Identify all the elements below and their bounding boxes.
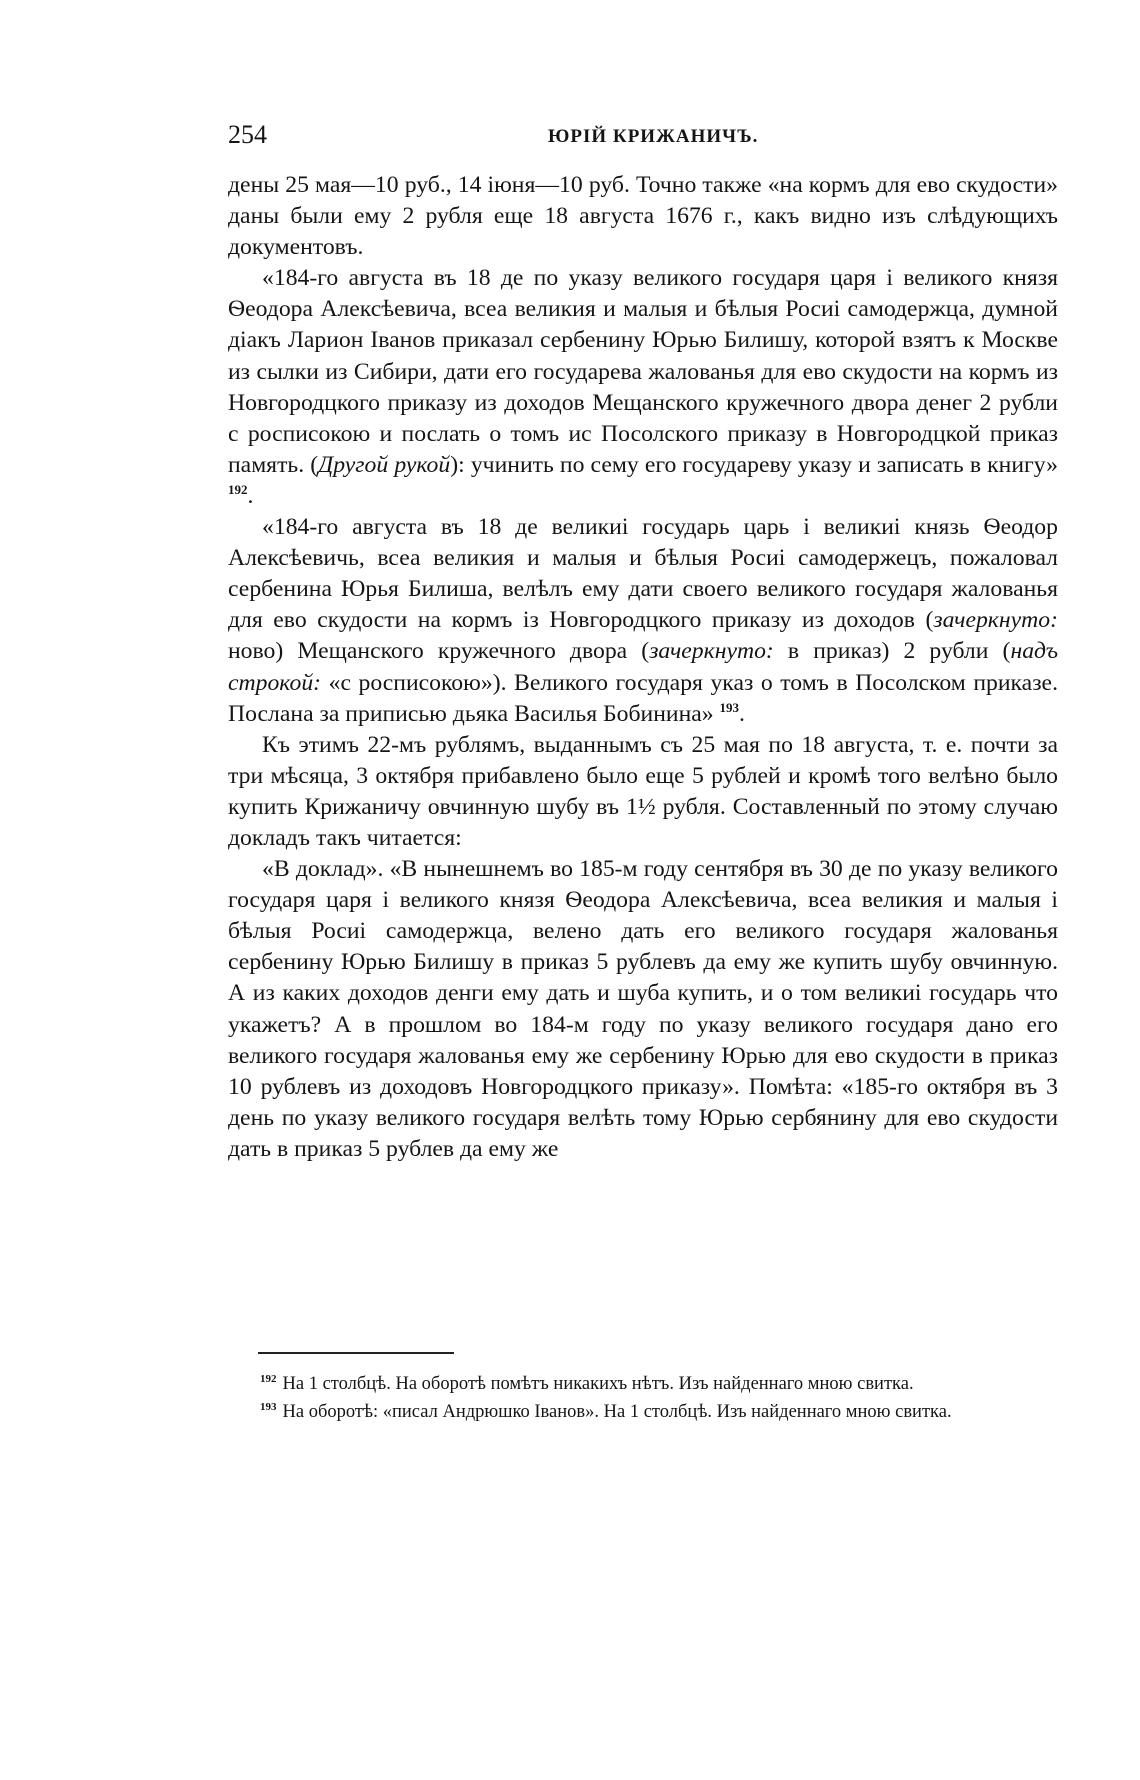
footnote-text: На оборотѣ: «писал Андрюшко Іванов». На 1 столбцѣ. Изъ найденнаго мною свитка.: [282, 1402, 952, 1422]
italic-note: зачеркнуто:: [933, 607, 1058, 634]
paragraph-1: [228, 170, 1058, 263]
footnote-marker: 192: [260, 1372, 277, 1385]
footnotes: [228, 1370, 1058, 1426]
paragraph-text: ): учинить по сему его государеву указу и записать в книгу»: [450, 451, 1058, 478]
italic-note: Другой рукой: [318, 451, 451, 478]
running-title: ЮРІЙ КРИЖАНИЧЪ.: [548, 126, 759, 147]
paragraph-3: [228, 512, 1058, 730]
paragraph-text: .: [739, 700, 745, 727]
footnote-text: На 1 столбцѣ. На оборотѣ помѣтъ никакихъ нѣтъ. Изъ найденнаго мною свитка.: [282, 1374, 914, 1394]
paragraph-text: ново) Мещанского кружечного двора (: [228, 638, 650, 665]
paragraph-text: «184-го августа въ 18 де по указу великого государя царя і великого князя Ѳеодора Алексѣевича, всеа великия и малыя и бѣлыя Росиі самодержца, думной діакъ Ларион Іванов приказал сербенину Юрью Билишу, которой взятъ к Москве из сылки из Сибири, дати его государева жалованья для ево скудости на кормъ из Новгородцкого приказу из доходов Мещанского кружечного двора денег 2 рубли с росписокою и послать о томъ ис Посолского приказу в Новгородцкой приказ память. (: [228, 265, 1058, 478]
footnote-ref-193: 193: [719, 699, 740, 715]
footnote-marker: 193: [260, 1400, 277, 1413]
paragraph-text: «с росписокою»). Великого государя указ о томъ в Посолском приказе. Послана за приписью дьяка Василья Бобинина»: [228, 669, 1058, 727]
italic-note: зачеркнуто:: [649, 638, 774, 665]
running-head: [228, 120, 1072, 150]
paragraph-4: [228, 730, 1058, 854]
footnote-192: [228, 1370, 1058, 1398]
paragraph-5: [228, 854, 1058, 1165]
page-number: 254: [228, 120, 267, 149]
footnote-193: [228, 1398, 1058, 1426]
footnote-ref-192: 192: [228, 482, 248, 498]
footnote-separator: [258, 1352, 454, 1354]
italic-note: надъ строкой:: [228, 638, 1058, 696]
paragraph-text: «184-го августа въ 18 де великиі государь царь і великиі князь Ѳеодор Алексѣевичь, всеа великия и малыя и бѣлыя Росиі самодержецъ, пожаловал сербенина Юрья Билиша, велѣлъ ему дати своего великого государя жалованья для ево скудости на кормъ із Новгородцкого приказу из доходов (: [228, 514, 1058, 634]
paragraph-text: «В доклад». «В нынешнемъ во 185-м году сентября въ 30 де по указу великого государя царя і великого князя Ѳеодора Алексѣевича, всеа великия и малыя і бѣлыя Росиі самодержца, велено дать его великого государя жалованья сербенину Юрью Билишу в приказ 5 рублевъ да ему же купить шубу овчинную. А из каких доходов денги ему дать и шуба купить, и о том великиі государь что укажетъ? А в прошлом во 184-м году по указу великого государя дано его великого государя жалованья ему же сербенину Юрью для ево скудости в приказ 10 рублевъ из доходовъ Новгородцкого приказу». Помѣта: «185-го октября въ 3 день по указу великого государя велѣть тому Юрью сербянину для ево скудости дать в приказ 5 рублев да ему же: [228, 856, 1058, 1162]
paragraph-text: .: [247, 482, 254, 509]
paragraph-text: в приказ) 2 рубли (: [773, 638, 1011, 665]
paragraph-2: [228, 263, 1058, 512]
paragraph-text: дены 25 мая—10 руб., 14 іюня—10 руб. Точно также «на кормъ для ево скудости» даны были ему 2 рубля еще 18 августа 1676 г., какъ видно изъ слѣдующихъ документовъ.: [228, 172, 1058, 261]
paragraph-text: Къ этимъ 22-мъ рублямъ, выданнымъ съ 25 мая по 18 августа, т. е. почти за три мѣсяца, 3 октября прибавлено было еще 5 рублей и кромѣ того велѣно было купить Крижаничу овчинную шубу въ 1½ рубля. Составленный по этому случаю докладъ такъ читается:: [228, 731, 1058, 851]
body-text: [228, 170, 1058, 1165]
